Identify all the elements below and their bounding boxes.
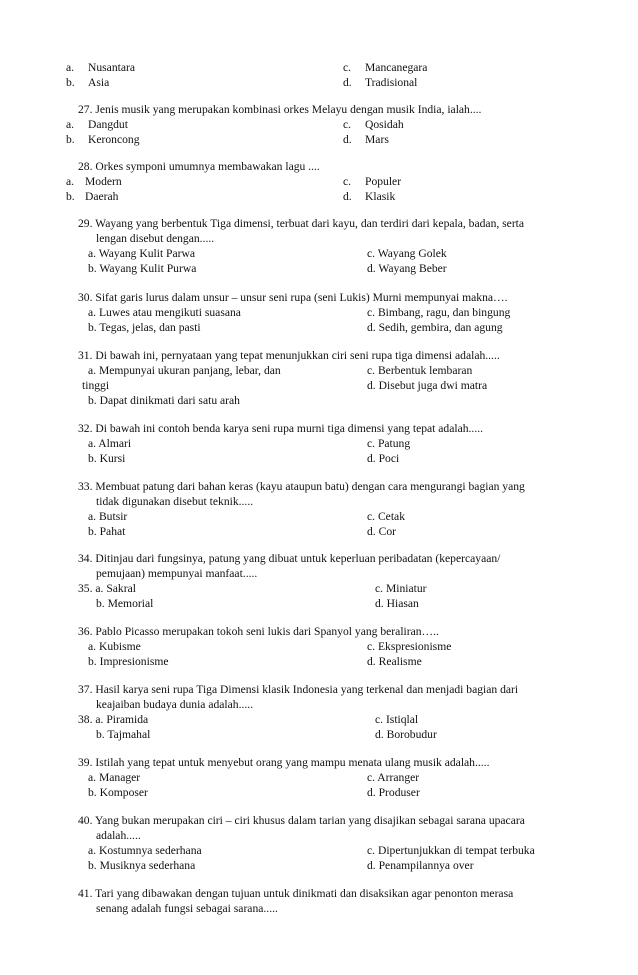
question-27-stem: 27. Jenis musik yang merupakan kombinasi orkes Melayu dengan musik India, ialah.... xyxy=(78,103,482,116)
option-d-text: Mars xyxy=(365,133,389,146)
question-33-stem-line2: tidak digunakan disebut teknik..... xyxy=(96,495,254,508)
option-d: d. Realisme xyxy=(367,655,422,668)
option-a-letter: a. xyxy=(66,175,75,188)
option-b-text: Keroncong xyxy=(88,133,140,146)
option-b: b. Pahat xyxy=(88,525,126,538)
option-c: c. Ekspresionisme xyxy=(367,640,452,653)
option-b: b. Memorial xyxy=(96,597,154,610)
option-d-text: Tradisional xyxy=(365,76,418,89)
option-d: d. Wayang Beber xyxy=(367,262,447,275)
option-b: b. Tajmahal xyxy=(96,728,151,741)
option-b-text: Asia xyxy=(88,76,110,89)
option-c: c. Bimbang, ragu, dan bingung xyxy=(367,306,511,319)
option-d: d. Produser xyxy=(367,786,420,799)
option-a: a. Luwes atau mengikuti suasana xyxy=(88,306,241,319)
question-36-stem: 36. Pablo Picasso merupakan tokoh seni lukis dari Spanyol yang beraliran….. xyxy=(78,625,439,638)
option-b-letter: b. xyxy=(66,190,75,203)
question-29-stem-line2: lengan disebut dengan..... xyxy=(96,232,215,245)
question-40-stem-line1: 40. Yang bukan merupakan ciri – ciri khusus dalam tarian yang disajikan sebagai sarana upacara xyxy=(78,814,525,827)
option-a: a. Butsir xyxy=(88,510,128,523)
option-d: d. Cor xyxy=(367,525,396,538)
option-b: b. Komposer xyxy=(88,786,148,799)
option-d: d. Penampilannya over xyxy=(367,859,474,872)
question-31-stem: 31. Di bawah ini, pernyataan yang tepat menunjukkan ciri seni rupa tiga dimensi adalah..... xyxy=(78,349,500,362)
option-a: a. Manager xyxy=(88,771,141,784)
question-41-stem-line2: senang adalah fungsi sebagai sarana..... xyxy=(96,902,278,915)
question-33-stem-line1: 33. Membuat patung dari bahan keras (kayu ataupun batu) dengan cara mengurangi bagian yang xyxy=(78,480,525,493)
option-a-letter: a. xyxy=(66,61,75,74)
option-c: c. Berbentuk lembaran xyxy=(367,364,473,377)
question-39-stem: 39. Istilah yang tepat untuk menyebut orang yang mampu menata ulang musik adalah..... xyxy=(78,756,490,769)
option-a-letter: a. xyxy=(66,118,75,131)
option-d: d. Borobudur xyxy=(375,728,437,741)
option-d: d. Poci xyxy=(367,452,400,465)
option-a-text: Nusantara xyxy=(88,61,135,74)
question-28-stem: 28. Orkes symponi umumnya membawakan lagu .... xyxy=(78,160,320,173)
option-b: b. Impresionisme xyxy=(88,655,169,668)
option-d-letter: d. xyxy=(343,133,352,146)
option-b: b. Wayang Kulit Purwa xyxy=(88,262,197,275)
option-b: b. Tegas, jelas, dan pasti xyxy=(88,321,201,334)
option-a: a. Kostumnya sederhana xyxy=(88,844,202,857)
option-d: d. Sedih, gembira, dan agung xyxy=(367,321,503,334)
question-29-stem-line1: 29. Wayang yang berbentuk Tiga dimensi, terbuat dari kayu, dan terdiri dari kepala, badan, serta xyxy=(78,217,525,230)
option-a: a. Wayang Kulit Parwa xyxy=(88,247,196,260)
option-a: a. Almari xyxy=(88,437,132,450)
option-c-text: Populer xyxy=(365,175,402,188)
option-b: b. Kursi xyxy=(88,452,126,465)
option-a-text: Dangdut xyxy=(88,118,128,131)
option-c-letter: c. xyxy=(343,61,352,74)
option-c-text: Qosidah xyxy=(365,118,404,131)
option-c: c. Arranger xyxy=(367,771,420,784)
option-c: c. Cetak xyxy=(367,510,405,523)
option-a-text: Modern xyxy=(85,175,122,188)
question-34-stem-line1: 34. Ditinjau dari fungsinya, patung yang dibuat untuk keperluan peribadatan (kepercayaan/ xyxy=(78,552,501,565)
option-c: c. Wayang Golek xyxy=(367,247,447,260)
question-37-stem-line2: keajaiban budaya dunia adalah..... xyxy=(96,698,254,711)
option-c: c. Dipertunjukkan di tempat terbuka xyxy=(367,844,535,857)
option-d: d. Hiasan xyxy=(375,597,419,610)
option-d-text: Klasik xyxy=(365,190,396,203)
question-41-stem-line1: 41. Tari yang dibawakan dengan tujuan untuk dinikmati dan disaksikan agar penonton merasa xyxy=(78,887,514,900)
option-b: b. Musiknya sederhana xyxy=(88,859,196,872)
option-d-letter: d. xyxy=(343,190,352,203)
option-d-letter: d. xyxy=(343,76,352,89)
option-b-text: Daerah xyxy=(85,190,119,203)
question-37-stem-line1: 37. Hasil karya seni rupa Tiga Dimensi klasik Indonesia yang terkenal dan menjadi bagian dari xyxy=(78,683,519,696)
option-c-letter: c. xyxy=(343,118,352,131)
option-b: b. Dapat dinikmati dari satu arah xyxy=(88,394,240,407)
option-c: c. Miniatur xyxy=(375,582,427,595)
option-c-letter: c. xyxy=(343,175,352,188)
option-d: d. Disebut juga dwi matra xyxy=(367,379,488,392)
question-30-stem: 30. Sifat garis lurus dalam unsur – unsur seni rupa (seni Lukis) Murni mempunyai makna…. xyxy=(78,291,508,304)
question-34-stem-line2: pemujaan) mempunyai manfaat..... xyxy=(96,567,258,580)
option-a-line1: a. Mempunyai ukuran panjang, lebar, dan xyxy=(88,364,281,377)
question-32-stem: 32. Di bawah ini contoh benda karya seni rupa murni tiga dimensi yang tepat adalah..... xyxy=(78,422,484,435)
option-b-letter: b. xyxy=(66,76,75,89)
option-a: 35. a. Sakral xyxy=(78,582,136,595)
option-a: 38. a. Piramida xyxy=(78,713,149,726)
question-40-stem-line2: adalah..... xyxy=(96,829,141,842)
option-a-line2: tinggi xyxy=(82,379,110,392)
option-b-letter: b. xyxy=(66,133,75,146)
option-c: c. Istiqlal xyxy=(375,713,419,726)
option-c-text: Mancanegara xyxy=(365,61,428,74)
option-a: a. Kubisme xyxy=(88,640,141,653)
option-c: c. Patung xyxy=(367,437,411,450)
